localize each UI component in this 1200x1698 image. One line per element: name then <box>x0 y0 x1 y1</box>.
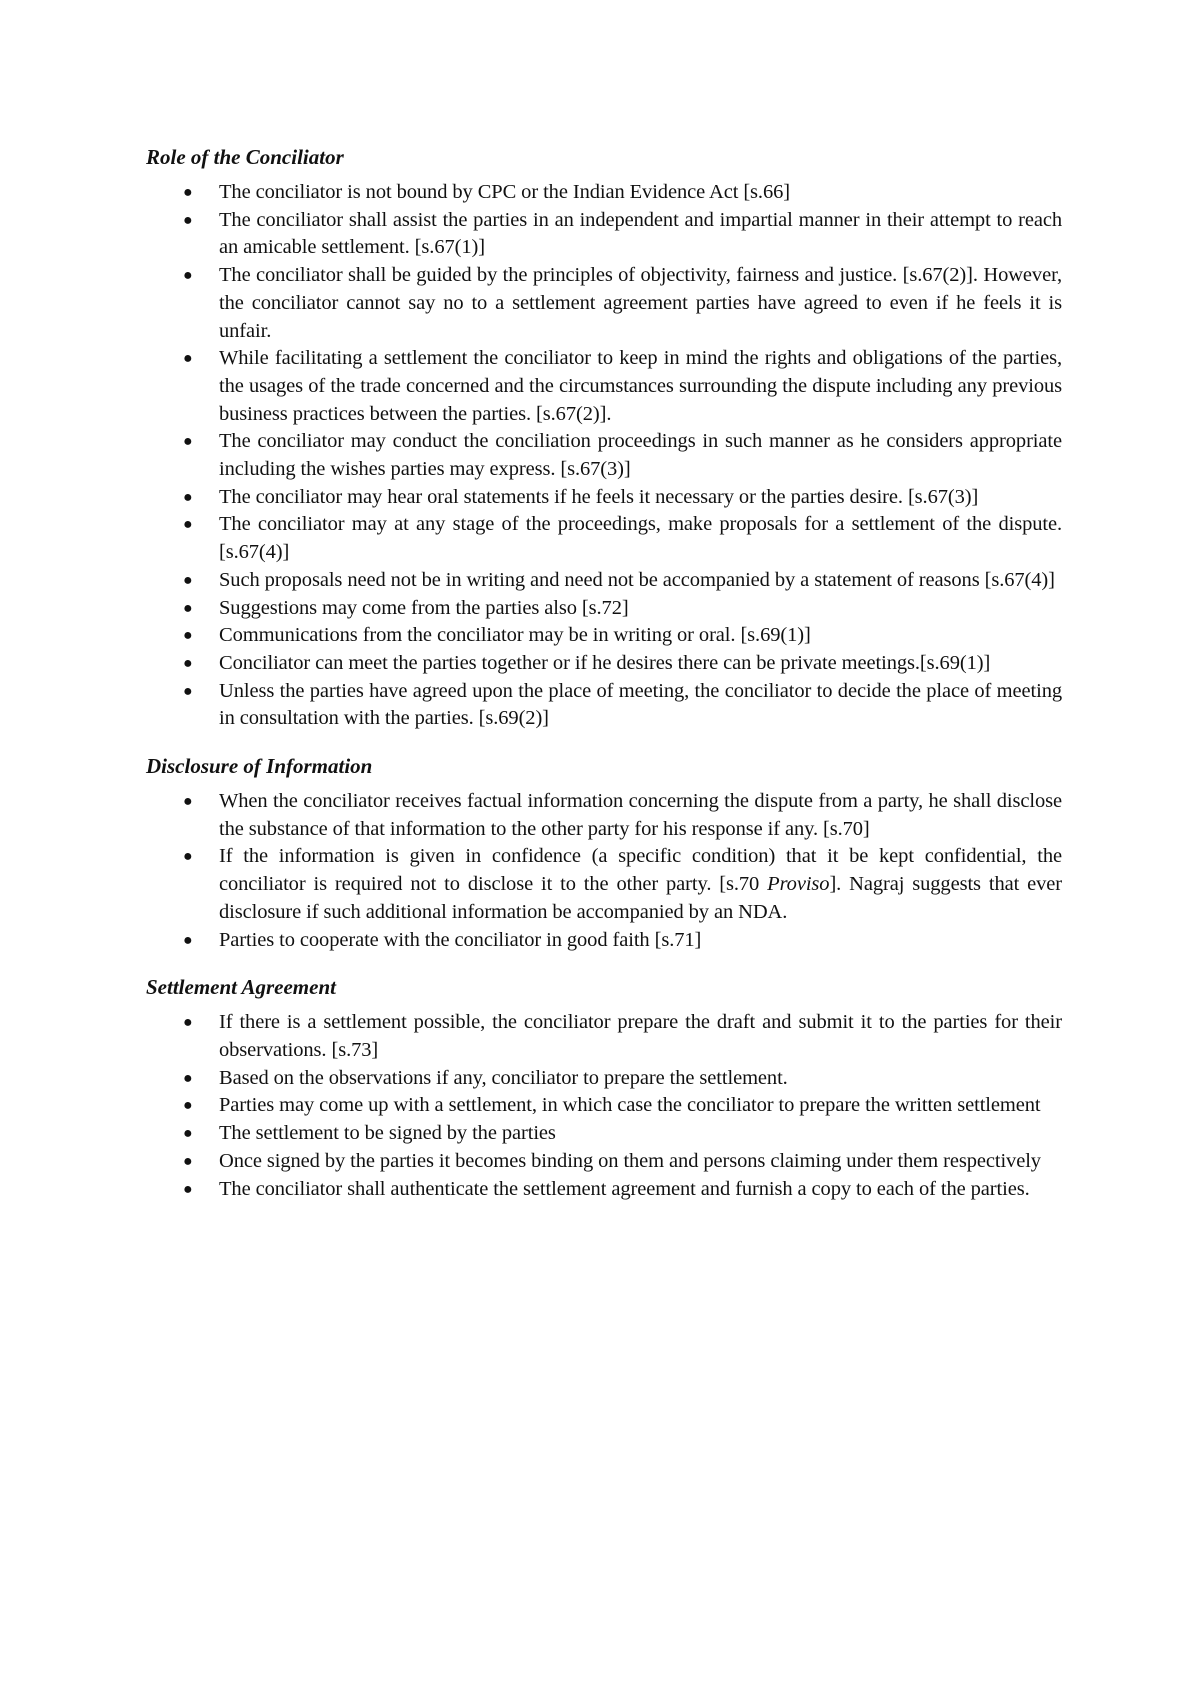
list-item-text: The conciliator shall authenticate the settlement agreement and furnish a copy to each of the parties. <box>219 1177 1030 1200</box>
list-item <box>146 484 1062 512</box>
list-item-text: Parties may come up with a settlement, in which case the conciliator to prepare the written settlement <box>219 1094 1041 1117</box>
section-heading: Disclosure of Information <box>146 754 373 779</box>
bullet-icon: ● <box>183 848 193 866</box>
list-item-text: The settlement to be signed by the parties <box>219 1122 556 1145</box>
bullet-icon: ● <box>183 433 193 451</box>
list-item-text: Conciliator can meet the parties together or if he desires there can be private meetings.[s.69(1)] <box>219 651 991 674</box>
bullet-icon: ● <box>183 1097 193 1115</box>
list-item <box>146 788 1062 843</box>
bullet-icon: ● <box>183 599 193 617</box>
section-disclosure-of-information <box>146 752 1062 954</box>
list-item <box>146 262 1062 345</box>
section-heading: Settlement Agreement <box>146 975 336 1000</box>
bullet-icon: ● <box>183 350 193 368</box>
list-item <box>146 1065 1062 1093</box>
list-item-text: The conciliator shall be guided by the principles of objectivity, fairness and justice. [s.67(2)]. However, the conciliator cannot say no to a settlement agreement parties have agreed to even if he feels it is unfair. <box>219 264 1062 342</box>
list-item-text: Such proposals need not be in writing and need not be accompanied by a statement of reasons [s.67(4)] <box>219 568 1055 591</box>
list-item <box>146 1120 1062 1148</box>
list-item <box>146 1092 1062 1120</box>
list-item <box>146 843 1062 926</box>
bullet-icon: ● <box>183 1069 193 1087</box>
list-item <box>146 1148 1062 1176</box>
list-item <box>146 207 1062 262</box>
bullet-icon: ● <box>183 571 193 589</box>
bullet-icon: ● <box>183 627 193 645</box>
bullet-icon: ● <box>183 793 193 811</box>
list-item <box>146 650 1062 678</box>
list-item-text-italic: Proviso <box>767 873 830 896</box>
list-item-text: When the conciliator receives factual information concerning the dispute from a party, he shall disclose the substance of that information to the other party for his response if any. [s.70] <box>219 790 1062 840</box>
bullet-icon: ● <box>183 516 193 534</box>
bullet-icon: ● <box>183 1152 193 1170</box>
bullet-icon: ● <box>183 267 193 285</box>
list-item-text: Suggestions may come from the parties also [s.72] <box>219 596 629 619</box>
bullet-icon: ● <box>183 211 193 229</box>
list-item-text: Unless the parties have agreed upon the place of meeting, the conciliator to decide the place of meeting in consultation with the parties. [s.69(2)] <box>219 679 1062 730</box>
list-item-text: Once signed by the parties it becomes binding on them and persons claiming under them respectively <box>219 1149 1041 1172</box>
bullet-icon: ● <box>183 1014 193 1032</box>
list-item-text-before: If the information is given in confidence (a specific condition) that it be kept confidential, the conciliator is required not to disclose it to the other party. [s.70 <box>219 845 1062 896</box>
list-item-text: The conciliator is not bound by CPC or the Indian Evidence Act [s.66] <box>219 181 790 203</box>
list-item-text-after: ]. Nagraj suggests that ever disclosure if such additional information be accompanied by an NDA. <box>219 873 1062 923</box>
bullet-list <box>146 1009 1062 1203</box>
list-item <box>146 1176 1062 1204</box>
list-item-text: Based on the observations if any, conciliator to prepare the settlement. <box>219 1066 788 1089</box>
section-heading: Role of the Conciliator <box>146 145 344 169</box>
bullet-icon: ● <box>183 682 193 700</box>
list-item-text: If there is a settlement possible, the conciliator prepare the draft and submit it to the parties for their observations. [s.73] <box>219 1011 1062 1061</box>
bullet-icon: ● <box>183 184 193 201</box>
bullet-icon: ● <box>183 654 193 672</box>
list-item-text: The conciliator may at any stage of the proceedings, make proposals for a settlement of the dispute. [s.67(4)] <box>219 513 1062 564</box>
bullet-list <box>146 788 1062 954</box>
bullet-icon: ● <box>183 1125 193 1143</box>
list-item-text: While facilitating a settlement the conciliator to keep in mind the rights and obligations of the parties, the usages of the trade concerned and the circumstances surrounding the dispute including any previous business practices between the parties. [s.67(2)]. <box>219 347 1062 425</box>
list-item <box>146 567 1062 595</box>
list-item-text: The conciliator shall assist the parties in an independent and impartial manner in their attempt to reach an amicable settlement. [s.67(1)] <box>219 208 1062 259</box>
list-item <box>146 179 1062 207</box>
list-item <box>146 511 1062 566</box>
list-item <box>146 927 1062 955</box>
list-item <box>146 428 1062 483</box>
section-role-of-conciliator <box>146 143 1062 733</box>
bullet-list <box>146 179 1062 733</box>
section-settlement-agreement <box>146 973 1062 1203</box>
list-item <box>146 678 1062 733</box>
document-page <box>146 143 1062 1222</box>
list-item <box>146 622 1062 650</box>
list-item-text: The conciliator may hear oral statements if he feels it necessary or the parties desire. [s.67(3)] <box>219 485 979 508</box>
list-item-text: Parties to cooperate with the conciliator in good faith [s.71] <box>219 928 702 951</box>
list-item <box>146 595 1062 623</box>
bullet-icon: ● <box>183 1180 193 1198</box>
list-item-text: The conciliator may conduct the conciliation proceedings in such manner as he considers appropriate including the wishes parties may express. [s.67(3)] <box>219 430 1062 481</box>
list-item <box>146 1009 1062 1064</box>
bullet-icon: ● <box>183 931 193 949</box>
list-item <box>146 345 1062 428</box>
list-item-text: Communications from the conciliator may be in writing or oral. [s.69(1)] <box>219 624 811 647</box>
bullet-icon: ● <box>183 488 193 506</box>
